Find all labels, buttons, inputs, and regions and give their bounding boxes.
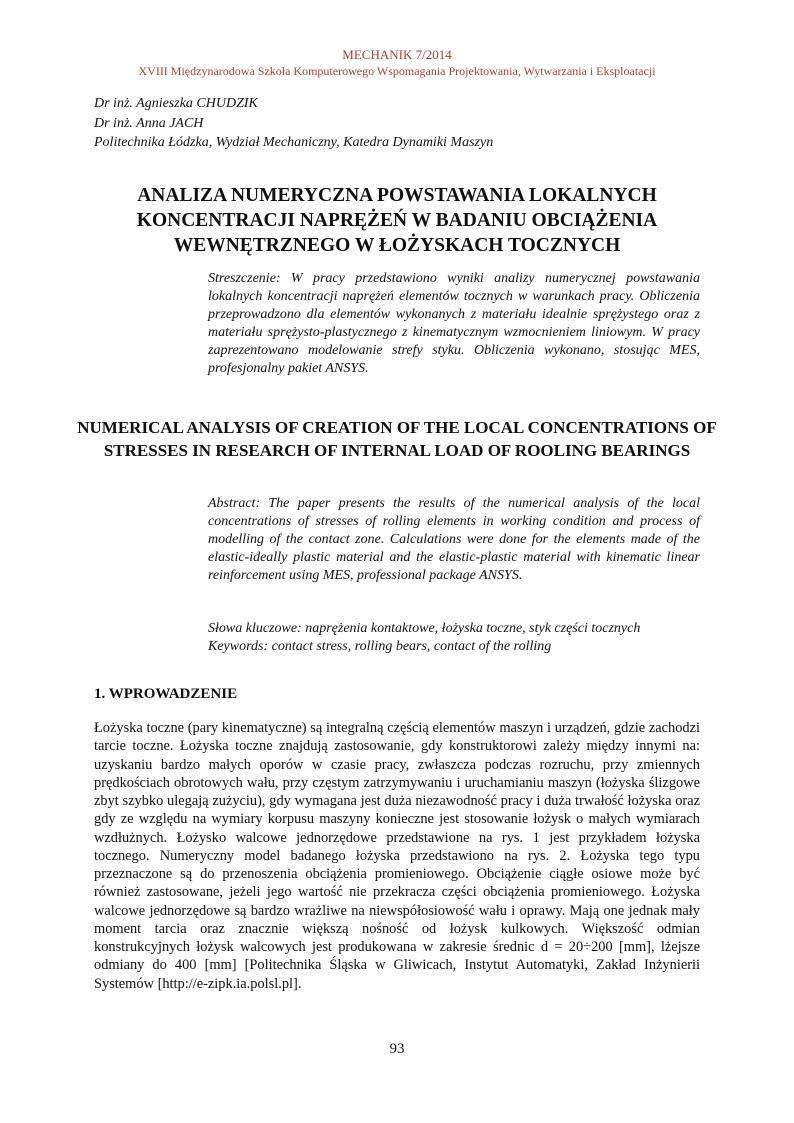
author-2: Dr inż. Anna JACH: [94, 116, 204, 131]
abstract-english: Abstract: The paper presents the results of the numerical analysis of the local concentrations of stresses of rolling elements in working condition and process of modelling of the contact zone. Calculations were done for the elements made of the elastic-ideally plastic material and the elastic-plastic material with kinematic linear reinforcement using MES, professional package ANSYS.: [208, 496, 700, 584]
journal-header: MECHANIK 7/2014: [342, 47, 452, 62]
body-paragraph: Łożyska toczne (pary kinematyczne) są integralną częścią elementów maszyn i urządzeń, gdzie zachodzi tarcie toczne. Łożyska toczne znajdują zastosowanie, gdy konstruktorowi zależy między innymi na: uzyskaniu bardzo małych oporów w czasie pracy, zwłaszcza podczas rozruchu, przy zmiennych prędkościach obrotowych wału, przy częstym zatrzymywaniu i uruchamianiu maszyn (łożyska ślizgowe zbyt szybko ulegają zużyciu), gdy wymagana jest duża niezawodność pracy i duża trwałość łożyska oraz gdy ze względu na wymiary korpusu maszyny konieczne jest stosowanie łożysk o małych wymiarach wzdłużnych. Łożysko walcowe jednorzędowe przedstawione na rys. 1 jest przykładem łożyska tocznego. Numeryczny model badanego łożyska przedstawiono na rys. 2. Łożyska tego typu przeznaczone są do przenoszenia obciążenia promieniowego. Obciążenie ciągłe osiowe może być również zastosowane, jeżeli jego wartość nie przekracza części obciążenia promieniowego. Łożyska walcowe jednorzędowe są bardzo wrażliwe na niewspółosiowość wału i oprawy. Mają one jednak mały moment tarcia oraz znacznie większą nośność od łożysk kulkowych. Większość odmian konstrukcyjnych łożysk walcowych jest produkowana w zakresie średnic d = 20÷200 [mm], lżejsze odmiany do 400 [mm] [Politechnika Śląska w Gliwicach, Instytut Automatyki, Zakład Inżynierii Systemów [http://e-zipk.ia.polsl.pl].: [94, 720, 700, 992]
keywords-polish: Słowa kluczowe: naprężenia kontaktowe, łożyska toczne, styk części tocznych: [208, 621, 641, 636]
section-heading: 1. WPROWADZENIE: [94, 686, 238, 702]
author-1: Dr inż. Agnieszka CHUDZIK: [94, 96, 258, 111]
title-polish: ANALIZA NUMERYCZNA POWSTAWANIA LOKALNYCH KONCENTRACJI NAPRĘŻEŃ W BADANIU OBCIĄŻENIA WEWNĘTRZNEGO W ŁOŻYSKACH TOCZNYCH: [136, 185, 658, 256]
conference-header: XVIII Międzynarodowa Szkoła Komputerowego Wspomagania Projektowania, Wytwarzania i Eksploatacji: [138, 64, 656, 78]
keywords-english: Keywords: contact stress, rolling bears, contact of the rolling: [208, 639, 552, 654]
abstract-polish: Streszczenie: W pracy przedstawiono wyniki analizy numerycznej powstawania lokalnych koncentracji naprężeń elementów tocznych w warunkach pracy. Obliczenia przeprowadzono dla elementów wykonanych z materiału idealnie sprężystego oraz z materiału sprężysto-plastycznego z kinematycznym wzmocnieniem liniowym. W pracy zaprezentowano modelowanie strefy styku. Obliczenia wykonano, stosując MES, profesjonalny pakiet ANSYS.: [208, 271, 700, 377]
affiliation: Politechnika Łódzka, Wydział Mechaniczny, Katedra Dynamiki Maszyn: [94, 135, 494, 150]
page-number: 93: [389, 1041, 405, 1057]
title-english: NUMERICAL ANALYSIS OF CREATION OF THE LOCAL CONCENTRATIONS OF STRESSES IN RESEARCH OF INTERNAL LOAD OF ROOLING BEARINGS: [77, 418, 717, 460]
